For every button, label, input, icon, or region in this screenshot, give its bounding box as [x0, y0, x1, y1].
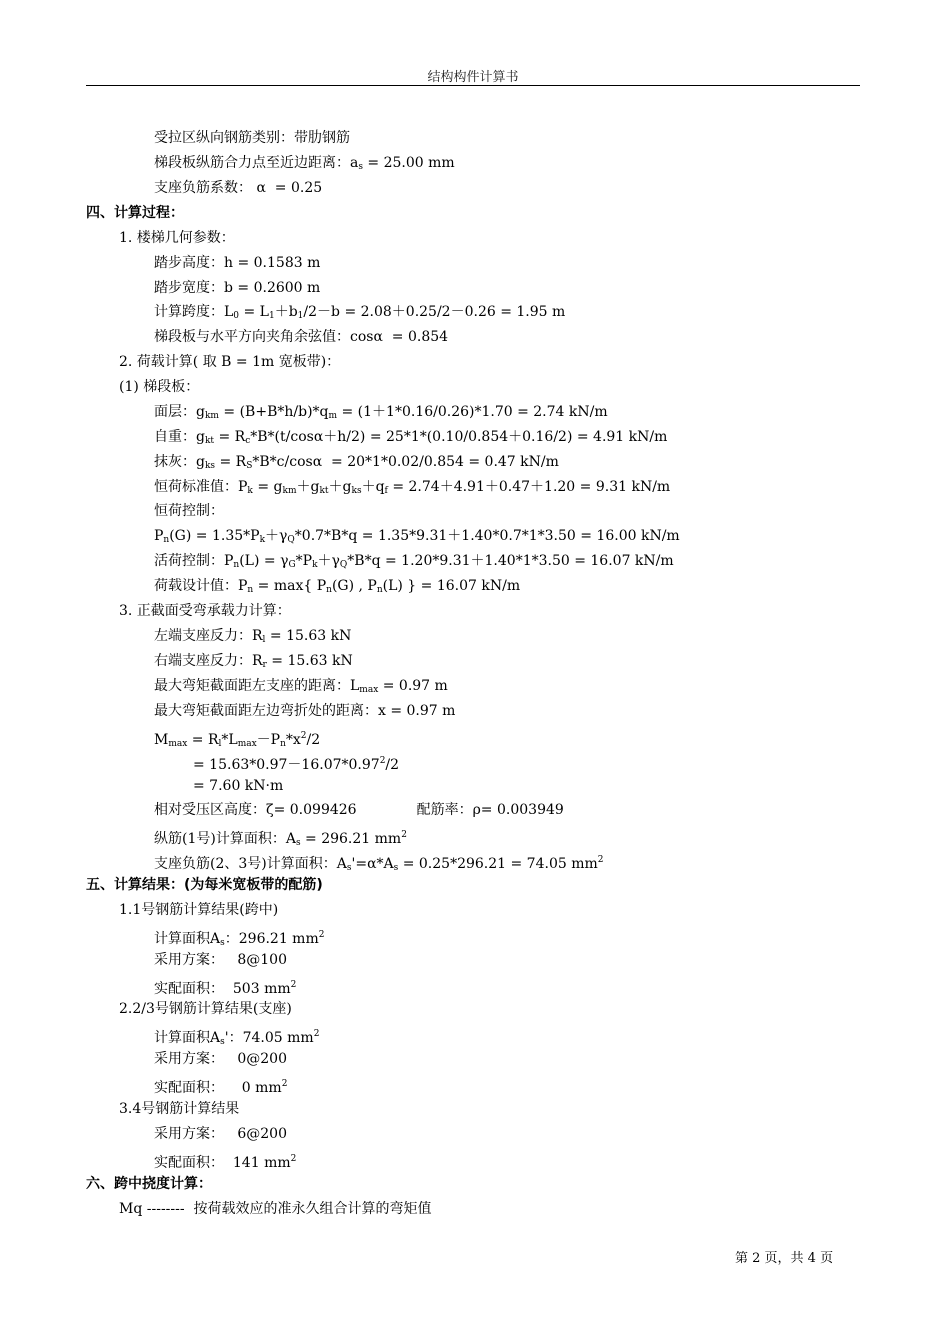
text-line: 最大弯矩截面距左支座的距离：$L_{max} = 0.97$ m: [154, 678, 448, 695]
text-line: 实配面积： 141 $mm^2$: [154, 1154, 297, 1171]
text-line: 实配面积： 503 $mm^2$: [154, 980, 297, 997]
subsection-heading: 1. 楼梯几何参数：: [119, 230, 235, 246]
text-line: 受拉区纵向钢筋类别：带肋钢筋: [154, 130, 350, 146]
section-heading: 六、跨中挠度计算：: [86, 1176, 212, 1192]
text-line: 实配面积： 0 $mm^2$: [154, 1079, 288, 1096]
text-line: 自重：$g_{kt} = R_c*B*(t/\cos\alpha+h/2) = 25*1*(0.10/0.854+0.16/2) = 4.91$ kN/m: [154, 429, 668, 446]
formula-line: $M_{max} = R_l*L_{max}-P_n*x^2/2$: [154, 731, 321, 749]
formula-line: = 7.60 kN·m: [193, 778, 284, 794]
subsection-heading: 2. 荷载计算( 取 B = 1m 宽板带)：: [119, 354, 341, 370]
header-divider: [86, 85, 860, 86]
subsection-heading: (1) 梯段板：: [119, 379, 200, 395]
formula-line: = $15.63*0.97-16.07*0.97^2/2$: [193, 756, 400, 773]
text-line: 活荷控制：$P_n(L) = \gamma_G*P_k+\gamma_Q*B*q = 1.20*9.31+1.40*1*3.50 = 16.07$ kN/m: [154, 553, 674, 570]
text-line: 纵筋(1号)计算面积：$A_s = 296.21$ $mm^2$: [154, 830, 407, 848]
subsection-heading: 3.4号钢筋计算结果: [119, 1101, 240, 1117]
text-line: 抹灰：$g_{ks} = R_S*B*c/\cos\alpha = 20*1*0.02/0.854 = 0.47$ kN/m: [154, 454, 559, 471]
text-line: 右端支座反力：$R_r = 15.63$ kN: [154, 653, 353, 670]
subsection-heading: 2.2/3号钢筋计算结果(支座): [119, 1001, 292, 1017]
subsection-heading: 3. 正截面受弯承载力计算：: [119, 603, 291, 619]
text-line: 踏步高度：h = 0.1583 m: [154, 255, 321, 271]
text-line: 计算面积$A_s'$：74.05 $mm^2$: [154, 1029, 320, 1047]
section-heading: 五、计算结果：(为每米宽板带的配筋): [86, 877, 323, 893]
text-line: 最大弯矩截面距左边弯折处的距离：x = 0.97 m: [154, 703, 456, 719]
text-line: 面层：$g_{km} = (B+B*h/b)*q_m = (1+1*0.16/0.26)*1.70 = 2.74$ kN/m: [154, 404, 608, 421]
text-line: 梯段板纵筋合力点至近边距离：$a_s = 25.00$ mm: [154, 155, 455, 172]
text-line: 左端支座反力：$R_l = 15.63$ kN: [154, 628, 352, 645]
subsection-heading: 1.1号钢筋计算结果(跨中): [119, 902, 279, 918]
page-header-title: 结构构件计算书: [427, 70, 519, 85]
text-line: 采用方案： 6@200: [154, 1126, 287, 1142]
section-heading: 四、计算过程：: [86, 205, 184, 221]
text-line: 梯段板与水平方向夹角余弦值：cosα = 0.854: [154, 329, 449, 345]
text-line: 踏步宽度：b = 0.2600 m: [154, 280, 321, 296]
text-line: 支座负筋系数： α = 0.25: [154, 180, 323, 196]
text-line: 采用方案： 8@100: [154, 952, 287, 968]
text-line: 支座负筋(2、3号)计算面积：$A_s'=\alpha*A_s = 0.25*296.21 = 74.05$ $mm^2$: [154, 855, 604, 873]
text-line: $P_n(G) = 1.35*P_k+\gamma_Q*0.7*B*q = 1.35*9.31+1.40*0.7*1*3.50 = 16.00$ kN/m: [154, 528, 680, 545]
text-line: Mq -------- 按荷载效应的准永久组合计算的弯矩值: [119, 1201, 432, 1217]
text-line: 相对受压区高度：ζ= 0.099426 配筋率：ρ= 0.003949: [154, 802, 564, 818]
page-number: 第 2 页，共 4 页: [735, 1251, 834, 1266]
text-line: 采用方案： 0@200: [154, 1051, 287, 1067]
text-line: 计算跨度：$L_0 = L_1+b_1/2-b = 2.08+0.25/2-0.26 = 1.95$ m: [154, 304, 566, 321]
text-line: 恒荷标准值：$P_k = g_{km}+g_{kt}+g_{ks}+q_f = 2.74+4.91+0.47+1.20 = 9.31$ kN/m: [154, 479, 671, 496]
text-line: 恒荷控制：: [154, 503, 224, 519]
text-line: 计算面积$A_s$：296.21 $mm^2$: [154, 930, 325, 948]
text-line: 荷载设计值：$P_n = \max${ $P_n(G)$ , $P_n(L)$ } = 16.07 kN/m: [154, 578, 521, 595]
